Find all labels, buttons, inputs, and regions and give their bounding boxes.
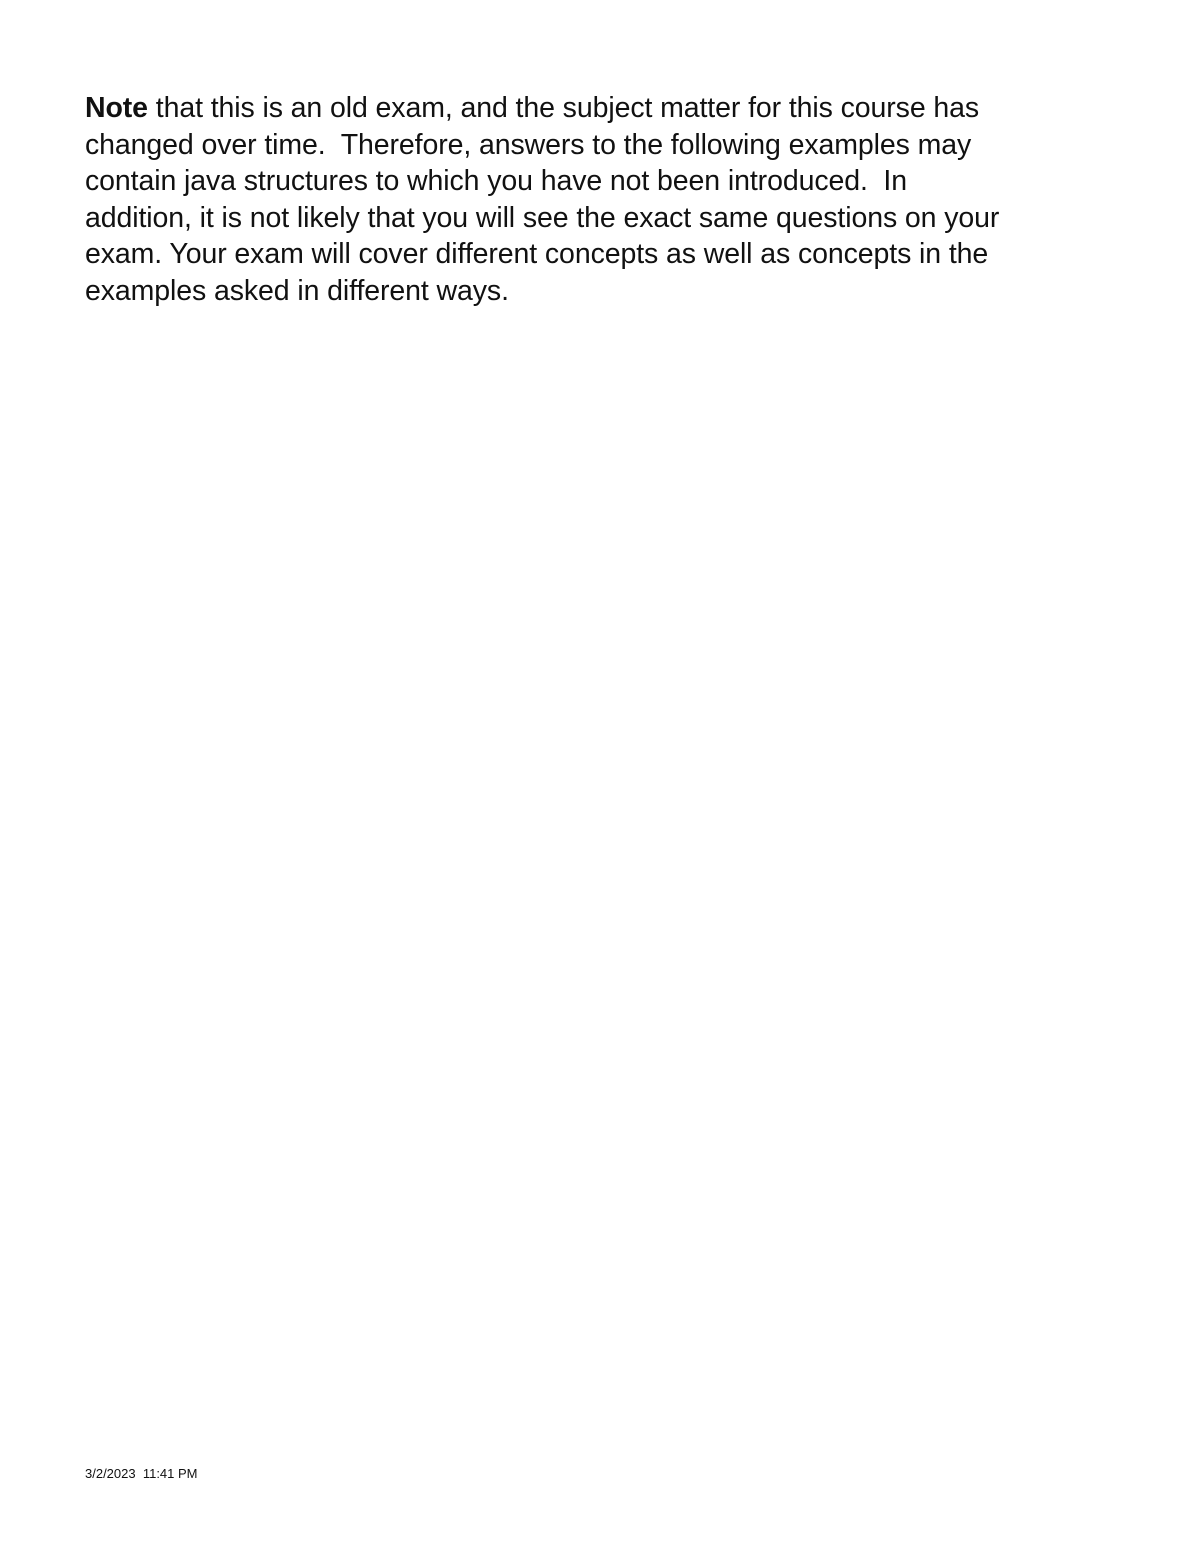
note-line-1 [85,90,1125,127]
note-line-3: contain java structures to which you have not been introduced. In [85,165,907,197]
note-line-5: exam. Your exam will cover different concepts as well as concepts in the [85,238,989,270]
note-line-2: changed over time. Therefore, answers to the following examples may [85,128,972,161]
note-line-1-text: that this is an old exam, and the subject matter for this course has [147,92,980,124]
exam-note-paragraph [85,90,1125,309]
note-label: Note [85,92,148,124]
note-line-6: examples asked in different ways. [85,274,509,307]
footer-timestamp: 3/2/2023 11:41 PM [85,1466,198,1481]
note-line-4: addition, it is not likely that you will see the exact same questions on your [85,201,1000,234]
